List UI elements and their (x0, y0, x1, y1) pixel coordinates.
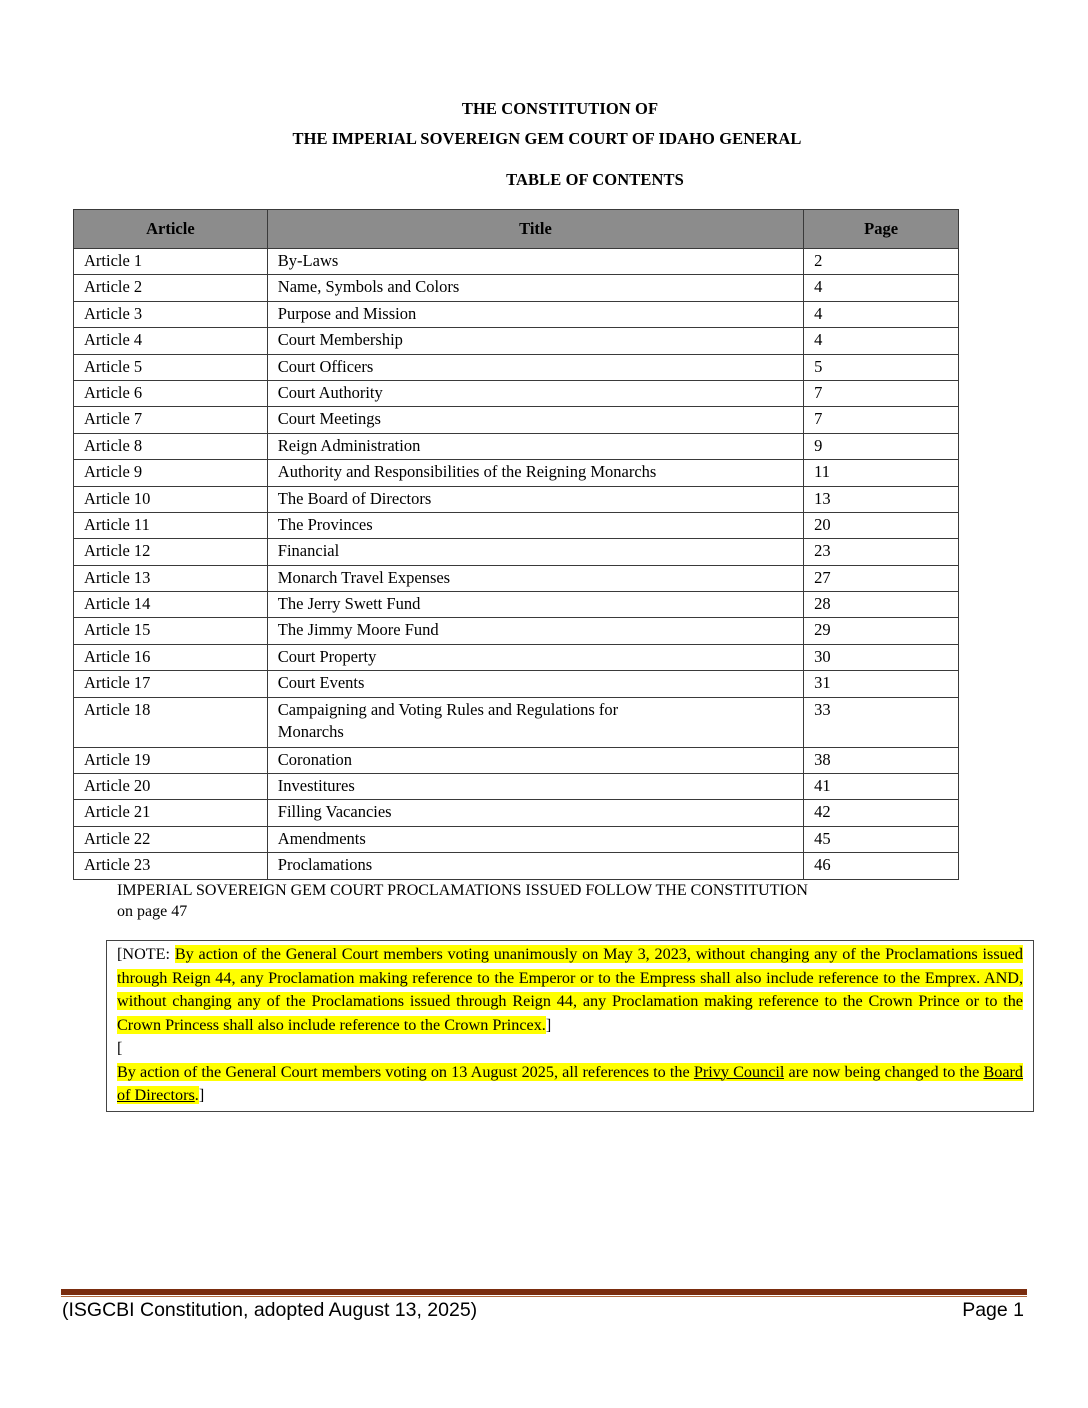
page-cell: 45 (804, 826, 959, 852)
page-cell: 42 (804, 800, 959, 826)
table-row (74, 800, 959, 826)
title-cell: Filling Vacancies (267, 800, 803, 826)
toc-heading: TABLE OF CONTENTS (506, 170, 684, 189)
column-header-title: Title (267, 210, 803, 249)
table-row (74, 853, 959, 879)
note-close-bracket: ] (198, 1086, 205, 1104)
footer-page-number: Page 1 (962, 1299, 1024, 1321)
note-box (106, 940, 1034, 1112)
column-header-article: Article (74, 210, 268, 249)
article-cell: Article 23 (74, 853, 268, 879)
article-cell: Article 8 (74, 433, 268, 459)
article-cell: Article 1 (74, 249, 268, 275)
article-cell: Article 16 (74, 644, 268, 670)
title-cell: Monarch Travel Expenses (267, 565, 803, 591)
table-row (74, 697, 959, 747)
article-cell: Article 14 (74, 592, 268, 618)
title-cell: The Jimmy Moore Fund (267, 618, 803, 644)
article-cell: Article 15 (74, 618, 268, 644)
page-cell: 13 (804, 486, 959, 512)
table-row (74, 433, 959, 459)
page-cell: 4 (804, 275, 959, 301)
title-cell: Court Authority (267, 380, 803, 406)
title-cell: Coronation (267, 747, 803, 773)
table-row (74, 671, 959, 697)
footer-rule (61, 1289, 1027, 1295)
article-cell: Article 18 (74, 697, 268, 747)
title-cell: Reign Administration (267, 433, 803, 459)
table-row (74, 328, 959, 354)
note-text-2a: By action of the General Court members voting on 13 August 2025, all references to the (117, 1062, 694, 1081)
title-cell: Investitures (267, 774, 803, 800)
title-cell: Court Officers (267, 354, 803, 380)
page-cell: 7 (804, 407, 959, 433)
note-open-bracket: [ (117, 1039, 123, 1057)
article-cell: Article 11 (74, 512, 268, 538)
table-row (74, 747, 959, 773)
article-cell: Article 6 (74, 380, 268, 406)
note-prefix: [NOTE: (117, 945, 175, 963)
article-cell: Article 22 (74, 826, 268, 852)
title-cell: Court Membership (267, 328, 803, 354)
title-cell-line2: Monarchs (277, 721, 344, 741)
table-row (74, 380, 959, 406)
document-title-line2: THE IMPERIAL SOVEREIGN GEM COURT OF IDAHO GENERAL (292, 129, 802, 148)
page-cell: 38 (804, 747, 959, 773)
article-cell: Article 12 (74, 539, 268, 565)
document-title-line1: THE CONSTITUTION OF (461, 99, 659, 118)
table-row (74, 618, 959, 644)
article-cell: Article 2 (74, 275, 268, 301)
page-cell: 4 (804, 328, 959, 354)
proclamations-note-line1: IMPERIAL SOVEREIGN GEM COURT PROCLAMATIONS ISSUED FOLLOW THE CONSTITUTION (117, 882, 808, 899)
note-text-2c: . (194, 1086, 199, 1104)
table-row (74, 565, 959, 591)
table-row (74, 644, 959, 670)
table-row (74, 249, 959, 275)
page-cell: 46 (804, 853, 959, 879)
note-text-2b: are now being changed to the (784, 1062, 984, 1081)
column-header-page: Page (804, 210, 959, 249)
page-cell: 41 (804, 774, 959, 800)
article-cell: Article 5 (74, 354, 268, 380)
proclamations-note-line2: on page 47 (117, 903, 188, 920)
title-cell: The Board of Directors (267, 486, 803, 512)
note-paragraph-1 (117, 943, 1023, 1037)
table-row (74, 354, 959, 380)
page-cell: 7 (804, 380, 959, 406)
article-cell: Article 3 (74, 301, 268, 327)
article-cell: Article 10 (74, 486, 268, 512)
article-cell: Article 17 (74, 671, 268, 697)
title-cell: The Jerry Swett Fund (267, 592, 803, 618)
table-row (74, 826, 959, 852)
article-cell: Article 7 (74, 407, 268, 433)
toc-header-row (74, 210, 959, 249)
table-of-contents (73, 209, 959, 880)
title-cell: Court Events (267, 671, 803, 697)
article-cell: Article 19 (74, 747, 268, 773)
board-of-directors-ref: Board of Directors (117, 1062, 1024, 1104)
title-cell (267, 697, 803, 747)
title-cell: By-Laws (267, 249, 803, 275)
article-cell: Article 13 (74, 565, 268, 591)
table-row (74, 460, 959, 486)
page-cell: 29 (804, 618, 959, 644)
footer-document-info: (ISGCBI Constitution, adopted August 13, 2025) (62, 1299, 478, 1321)
page-cell: 27 (804, 565, 959, 591)
page-cell: 28 (804, 592, 959, 618)
page-cell: 30 (804, 644, 959, 670)
article-cell: Article 21 (74, 800, 268, 826)
page-cell: 33 (804, 697, 959, 747)
table-row (74, 486, 959, 512)
title-cell: The Provinces (267, 512, 803, 538)
table-row (74, 774, 959, 800)
page-cell: 4 (804, 301, 959, 327)
page-cell: 31 (804, 671, 959, 697)
table-row (74, 407, 959, 433)
table-row (74, 301, 959, 327)
title-cell: Financial (267, 539, 803, 565)
article-cell: Article 4 (74, 328, 268, 354)
page-cell: 20 (804, 512, 959, 538)
footer-rule-thin (61, 1296, 1027, 1297)
table-row (74, 512, 959, 538)
title-cell: Amendments (267, 826, 803, 852)
page-cell: 11 (804, 460, 959, 486)
table-row (74, 539, 959, 565)
page-cell: 9 (804, 433, 959, 459)
title-cell: Name, Symbols and Colors (267, 275, 803, 301)
page-cell: 5 (804, 354, 959, 380)
title-cell: Court Meetings (267, 407, 803, 433)
note-text-1: By action of the General Court members voting unanimously on May 3, 2023, without changing any of the Proclamations issued through Reign 44, any Proclamation making reference to the Emperor or to the Empress shall also include reference to the Emprex. AND, without changing any of the Proclamations issued through Reign 44, any Proclamation making reference to the Crown Prince or to the Crown Princess shall also include reference to the Crown Princex. (117, 945, 1023, 1034)
article-cell: Article 20 (74, 774, 268, 800)
table-row (74, 592, 959, 618)
note-paragraph-2 (117, 1061, 1023, 1108)
page-cell: 2 (804, 249, 959, 275)
article-cell: Article 9 (74, 460, 268, 486)
title-cell: Court Property (267, 644, 803, 670)
title-cell: Authority and Responsibilities of the Reigning Monarchs (267, 460, 803, 486)
title-cell: Purpose and Mission (267, 301, 803, 327)
page-cell: 23 (804, 539, 959, 565)
note-close-bracket: ] (545, 1015, 552, 1034)
proclamations-note (117, 880, 917, 922)
title-cell-line1: Campaigning and Voting Rules and Regulations for (277, 699, 619, 719)
table-row (74, 275, 959, 301)
privy-council-ref: Privy Council (693, 1062, 785, 1081)
title-cell: Proclamations (267, 853, 803, 879)
